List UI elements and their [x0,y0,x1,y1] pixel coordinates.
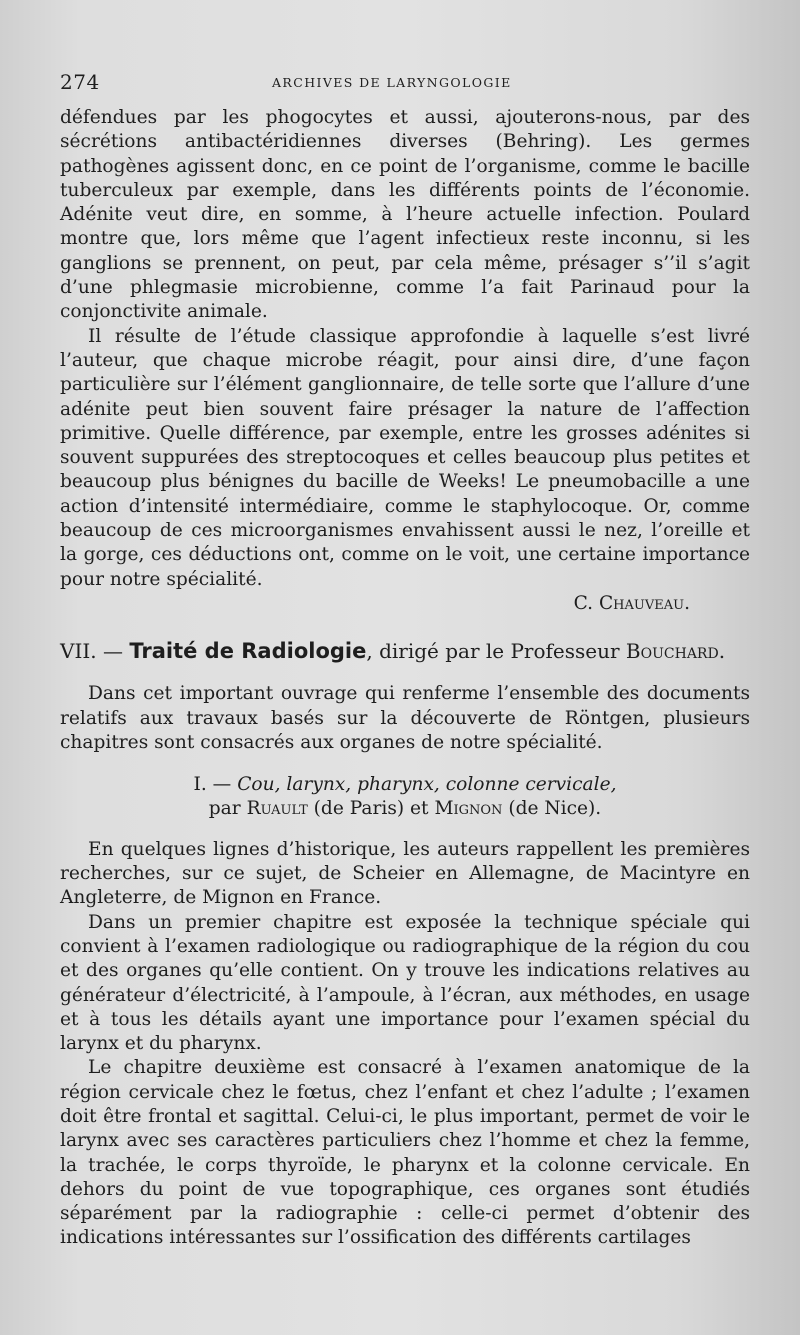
section-heading [60,638,750,664]
section-rest: , dirigé par le Professeur [366,639,620,664]
journal-title: ARCHIVES DE LARYNGOLOGIE [272,75,512,90]
section-number: VII. — [60,639,123,664]
subsection-title: Cou, larynx, pharynx, colonne cervicale, [237,774,617,796]
paragraph: Il résulte de l’étude classique approfondie à laquelle s’est livré l’auteur, que chaque microbe réagit, pour ainsi dire, d’une façon particulière sur l’élément ganglionnaire, de telle sorte que l’allure d’une adénite peut bien souvent faire présager la nature de l’affection primitive. Quelle différence, par exemple, entre les grosses adénites si souvent suppurées des streptocoques et celles beaucoup plus petites et beaucoup plus bénignes du bacille de Weeks! Le pneumobacille a une action d’intensité intermédiaire, comme le staphylocoque. Or, comme beaucoup de ces microorganismes envahissent aussi le nez, l’oreille et la gorge, ces déductions ont, comme on le voit, une certaine importance pour notre spécialité. [60,325,750,590]
subsection-author-1: Ruault [246,798,308,820]
subsection-heading [60,773,750,822]
paragraph: En quelques lignes d’historique, les auteurs rappellent les premières recherches, sur ce sujet, de Scheier en Allemagne, de Macintyre en Angleterre, de Mignon en France. [60,838,750,909]
intro-paragraph: Dans cet important ouvrage qui renferme l’ensemble des documents relatifs aux travaux basés sur la découverte de Röntgen, plusieurs chapitres sont consacrés aux organes de notre spécialité. [60,683,750,753]
signature-text: C. Chauveau. [573,592,690,614]
running-head [60,66,750,106]
subsection-body [60,838,750,1251]
subsection-place-1: (de Paris) et [313,798,429,820]
subsection-title-line [60,773,750,797]
subsection-number: I. — [193,774,232,796]
page-number: 274 [60,70,100,94]
paragraph: Dans un premier chapitre est exposée la technique spéciale qui convient à l’examen radiologique ou radiographique de la région du cou et des organes qu’elle contient. On y trouve les indications relatives au générateur d’électricité, à l’ampoule, à l’écran, aux méthodes, en usage et à tous les détails ayant une importance pour l’examen spécial du larynx et du pharynx. [60,911,750,1055]
paragraph: défendues par les phogocytes et aussi, ajouterons-nous, par des sécrétions antibactéridiennes diverses (Behring). Les germes pathogènes agissent donc, en ce point de l’organisme, comme le bacille tuberculeux par exemple, dans les différents points de l’économie. Adénite veut dire, en somme, à l’heure actuelle infection. Poulard montre que, lors même que l’agent infectieux reste inconnu, si les ganglions se prennent, on peut, par cela même, présager s’’il s’agit d’une phlegmasie microbienne, comme l’a fait Parinaud pour la conjonctivite animale. [60,107,750,323]
intro-block [60,682,750,755]
paragraph: Le chapitre deuxième est consacré à l’examen anatomique de la région cervicale chez le fœtus, chez l’enfant et chez l’adulte ; l’examen doit être frontal et sagittal. Celui-ci, le plus important, permet de voir le larynx avec ses caractères particuliers chez l’homme et chez la femme, la trachée, le corps thyroïde, le pharynx et la colonne cervicale. En dehors du point de vue topographique, ces organes sont étudiés séparément par la radiographie : celle-ci permet d’obtenir des indications intéressantes sur l’ossification des différents cartilages [60,1057,750,1249]
subsection-place-2: (de Nice). [508,798,602,820]
subsection-author-2: Mignon [434,798,503,820]
section-director: Bouchard. [625,639,726,664]
section-title: Traité de Radiologie [129,639,367,664]
subsection-by: par [208,798,241,820]
review-signature [60,592,750,616]
review-one [60,106,750,616]
subsection-authors-line [60,797,750,821]
